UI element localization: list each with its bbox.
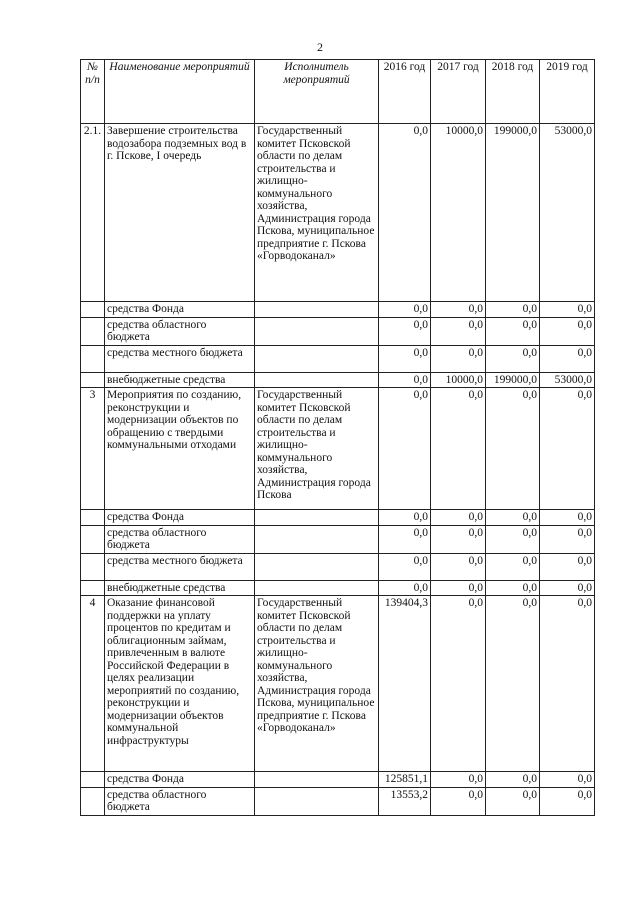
cell-value: 0,0 [540, 525, 595, 553]
cell-value: 13553,2 [379, 787, 431, 815]
cell-value: 0,0 [431, 553, 486, 580]
table-row-measure [81, 388, 595, 510]
source-label: средства областного бюджета [105, 525, 255, 553]
cell-value: 0,0 [379, 553, 431, 580]
measure-name: Завершение строительства водозабора подземных вод в г. Пскове, I очередь [105, 124, 255, 302]
cell-value: 0,0 [540, 388, 595, 510]
cell-value: 0,0 [486, 772, 540, 788]
source-label: внебюджетные средства [105, 580, 255, 596]
table-row-source [81, 580, 595, 596]
table-row-source [81, 525, 595, 553]
cell-value: 0,0 [540, 596, 595, 772]
table-row-source [81, 345, 595, 372]
cell-value: 0,0 [540, 345, 595, 372]
cell-value: 125851,1 [379, 772, 431, 788]
source-label: средства местного бюджета [105, 553, 255, 580]
cell-value: 0,0 [379, 372, 431, 388]
source-label: средства Фонда [105, 510, 255, 526]
table-row-measure [81, 124, 595, 302]
cell-value: 0,0 [431, 510, 486, 526]
cell-value: 0,0 [540, 510, 595, 526]
header-number: № п/п [81, 60, 105, 124]
measure-name: Оказание финансовой поддержки на уплату процентов по кредитам и облигационным займам, привлеченным в валюте Российской Федерации в целях реализации мероприятий по созданию, реконструкции и модернизации объектов коммунальной инфраструктуры [105, 596, 255, 772]
cell-value: 0,0 [431, 580, 486, 596]
cell-value: 0,0 [486, 388, 540, 510]
cell-value: 0,0 [486, 345, 540, 372]
table-row-source [81, 510, 595, 526]
source-label: средства областного бюджета [105, 317, 255, 345]
table-row-source [81, 553, 595, 580]
cell-value: 0,0 [379, 525, 431, 553]
table-row-source [81, 372, 595, 388]
cell-value: 0,0 [431, 772, 486, 788]
header-name: Наименование мероприятий [105, 60, 255, 124]
cell-value: 0,0 [540, 772, 595, 788]
cell-value: 0,0 [379, 302, 431, 318]
cell-value: 0,0 [379, 317, 431, 345]
cell-value: 53000,0 [540, 124, 595, 302]
cell-value: 0,0 [379, 580, 431, 596]
cell-value: 0,0 [431, 302, 486, 318]
source-label: средства местного бюджета [105, 345, 255, 372]
table-row-source [81, 317, 595, 345]
measure-number: 4 [81, 596, 105, 772]
cell-value: 0,0 [431, 596, 486, 772]
cell-value: 0,0 [379, 510, 431, 526]
source-label: внебюджетные средства [105, 372, 255, 388]
cell-value: 53000,0 [540, 372, 595, 388]
header-year: 2019 год [540, 60, 595, 124]
cell-value: 0,0 [379, 345, 431, 372]
measure-executor: Государственный комитет Псковской области по делам строительства и жилищно-коммунального хозяйства, Администрация города Пскова, муниципальное предприятие г. Пскова «Горводоканал» [255, 124, 379, 302]
financing-table [80, 59, 595, 816]
source-label: средства Фонда [105, 772, 255, 788]
cell-value: 0,0 [431, 317, 486, 345]
table-header-row [81, 60, 595, 124]
cell-value: 0,0 [486, 510, 540, 526]
cell-value: 0,0 [486, 580, 540, 596]
cell-value: 0,0 [431, 388, 486, 510]
table-row-measure [81, 596, 595, 772]
header-year: 2018 год [486, 60, 540, 124]
header-year: 2017 год [431, 60, 486, 124]
cell-value: 0,0 [431, 525, 486, 553]
header-executor: Исполнитель мероприятий [255, 60, 379, 124]
source-label: средства Фонда [105, 302, 255, 318]
header-year: 2016 год [379, 60, 431, 124]
cell-value: 0,0 [540, 302, 595, 318]
cell-value: 139404,3 [379, 596, 431, 772]
cell-value: 0,0 [379, 124, 431, 302]
cell-value: 0,0 [486, 553, 540, 580]
table-row-source [81, 787, 595, 815]
cell-value: 0,0 [379, 388, 431, 510]
cell-value: 0,0 [486, 302, 540, 318]
cell-value: 10000,0 [431, 124, 486, 302]
cell-value: 0,0 [540, 787, 595, 815]
cell-value: 199000,0 [486, 124, 540, 302]
cell-value: 10000,0 [431, 372, 486, 388]
measure-number: 3 [81, 388, 105, 510]
measure-number: 2.1. [81, 124, 105, 302]
table-row-source [81, 772, 595, 788]
measure-executor: Государственный комитет Псковской области по делам строительства и жилищно-коммунального хозяйства, Администрация города Пскова, муниципальное предприятие г. Пскова «Горводоканал» [255, 596, 379, 772]
cell-value: 0,0 [540, 580, 595, 596]
cell-value: 0,0 [540, 317, 595, 345]
cell-value: 199000,0 [486, 372, 540, 388]
page-number: 2 [317, 40, 323, 54]
source-label: средства областного бюджета [105, 787, 255, 815]
cell-value: 0,0 [431, 787, 486, 815]
measure-name: Мероприятия по созданию, реконструкции и модернизации объектов по обращению с твердыми коммунальными отходами [105, 388, 255, 510]
cell-value: 0,0 [431, 345, 486, 372]
cell-value: 0,0 [486, 787, 540, 815]
cell-value: 0,0 [540, 553, 595, 580]
cell-value: 0,0 [486, 317, 540, 345]
table-row-source [81, 302, 595, 318]
cell-value: 0,0 [486, 525, 540, 553]
cell-value: 0,0 [486, 596, 540, 772]
measure-executor: Государственный комитет Псковской области по делам строительства и жилищно-коммунального хозяйства, Администрация города Пскова [255, 388, 379, 510]
